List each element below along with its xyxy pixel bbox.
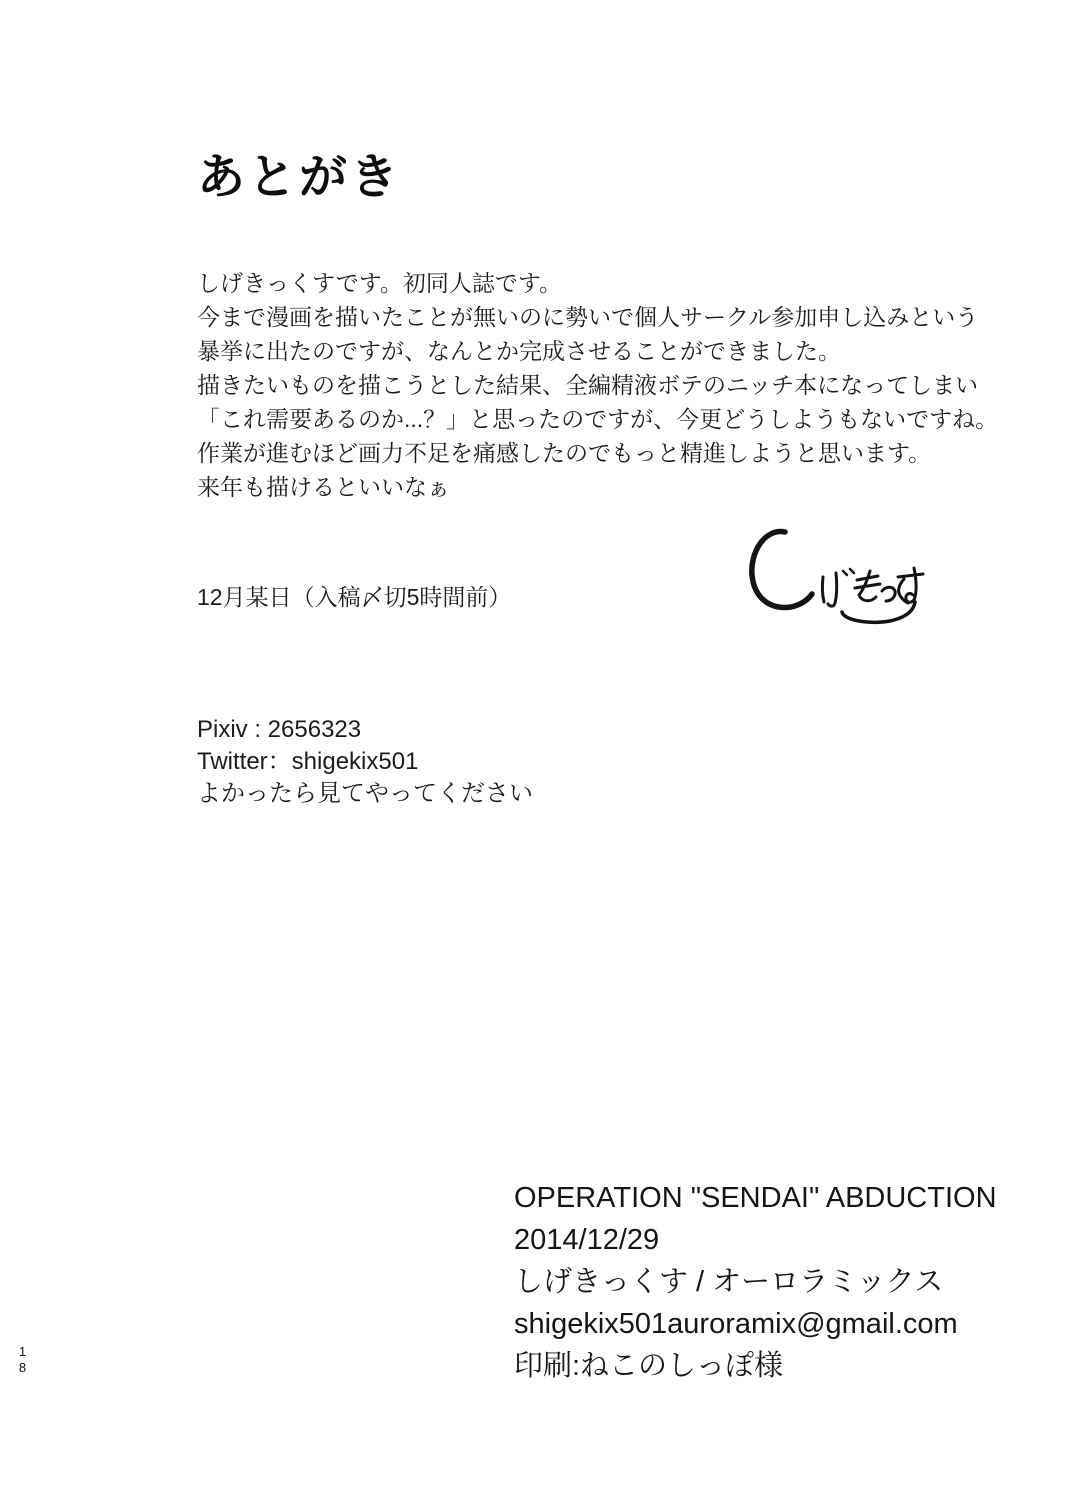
signature-stroke-dakuten <box>843 569 854 575</box>
colophon-printer: 印刷:ねこのしっぽ様 <box>514 1350 784 1382</box>
colophon-date: 2014/12/29 <box>514 1224 660 1256</box>
body-line: 作業が進むほど画力不足を痛感したのでもっと精進しようと思います。 <box>197 440 932 466</box>
colophon-email: shigekix501auroramix@gmail.com <box>514 1308 958 1340</box>
page-number: 18 <box>15 1344 30 1376</box>
handwritten-signature <box>735 520 935 650</box>
contact-links <box>197 714 533 810</box>
page-title: あとがき <box>197 151 402 204</box>
body-line: 暴挙に出たのですが、なんとか完成させることができました。 <box>197 338 841 364</box>
signature-stroke-ki <box>855 571 880 601</box>
signature-stroke-ge2 <box>828 573 837 606</box>
colophon-book-title: OPERATION "SENDAI" ABDUCTION <box>514 1182 997 1214</box>
signature-stroke-tsu <box>882 587 895 601</box>
colophon <box>514 1177 997 1387</box>
body-line: 描きたいものを描こうとした結果、全編精液ボテのニッチ本になってしまい <box>197 372 979 398</box>
body-line: 来年も描けるといいなぁ <box>197 474 450 500</box>
pixiv-id: Pixiv : 2656323 <box>197 716 362 743</box>
body-line: 「これ需要あるのか...？」と思ったのですが、今更どうしようもないですね。 <box>197 406 999 432</box>
body-line: 今まで漫画を描いたことが無いのに勢いで個人サークル参加申し込みという <box>197 304 979 330</box>
signature-flourish <box>842 602 915 622</box>
twitter-id: Twitter：shigekix501 <box>197 748 419 775</box>
afterword-body <box>197 266 999 504</box>
signature-stroke-shi <box>752 532 812 608</box>
date-note: 12月某日（入稿〆切5時間前） <box>197 584 512 610</box>
links-note: よかったら見てやってください <box>197 780 533 807</box>
signature-stroke-ge <box>822 577 824 602</box>
body-line: しげきっくすです。初同人誌です。 <box>197 270 563 296</box>
colophon-circle: しげきっくす / オーロラミックス <box>514 1266 944 1298</box>
